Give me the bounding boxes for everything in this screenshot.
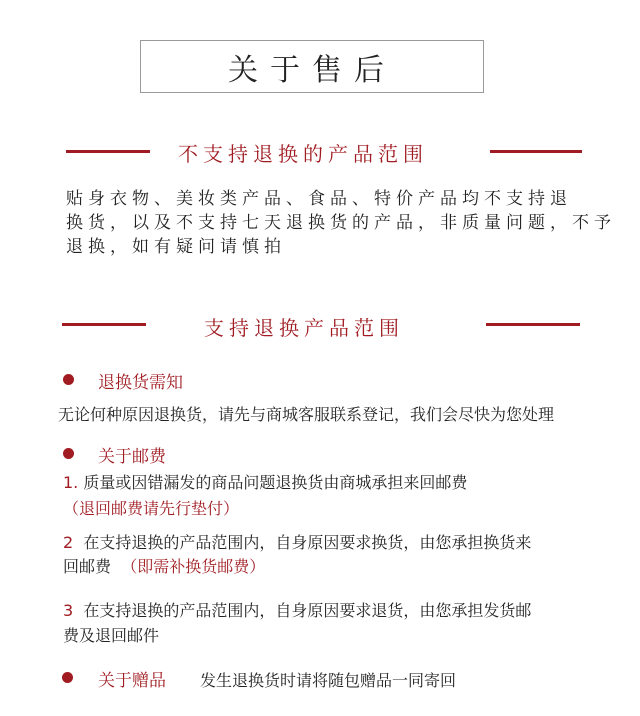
item-note: （即需补换货邮费） [121, 557, 266, 576]
divider-right [490, 150, 582, 153]
divider-left [62, 323, 146, 326]
page-title: 关于售后 [140, 40, 484, 93]
bullet-icon [63, 448, 74, 459]
item-text: 在支持退换的产品范围内，自身原因要求换货，由您承担换货来 [83, 533, 532, 552]
section-heading-unsupported: 不支持退换的产品范围 [178, 142, 428, 166]
notice-label: 退换货需知 [98, 373, 183, 393]
text-line: 退换，如有疑问请慎拍 [66, 237, 286, 257]
item-note: （退回邮费请先行垫付） [63, 499, 240, 518]
item-text: 质量或因错漏发的商品问题退换货由商城承担来回邮费 [83, 473, 468, 492]
gift-text: 发生退换货时请将随包赠品一同寄回 [200, 671, 457, 690]
item-number: 2 [63, 533, 74, 552]
item-text: 在支持退换的产品范围内，自身原因要求退货，由您承担发货邮 [83, 601, 532, 620]
notice-text: 无论何种原因退换货，请先与商城客服联系登记，我们会尽快为您处理 [58, 405, 555, 424]
item-number: 1. [63, 473, 79, 492]
gift-label: 关于赠品 [98, 671, 166, 691]
bullet-icon [62, 672, 73, 683]
item-text: 费及退回邮件 [63, 626, 160, 645]
section-heading-supported: 支持退换产品范围 [204, 316, 404, 340]
item-text: 回邮费 [63, 557, 112, 576]
shipping-label: 关于邮费 [98, 447, 166, 467]
bullet-icon [63, 374, 74, 385]
item-number: 3 [63, 601, 74, 620]
divider-left [66, 150, 150, 153]
text-line: 换货，以及不支持七天退换货的产品，非质量问题，不予 [66, 213, 616, 233]
divider-right [486, 323, 580, 326]
unsupported-description [66, 187, 616, 259]
text-line: 贴身衣物、美妆类产品、食品、特价产品均不支持退 [66, 189, 572, 209]
